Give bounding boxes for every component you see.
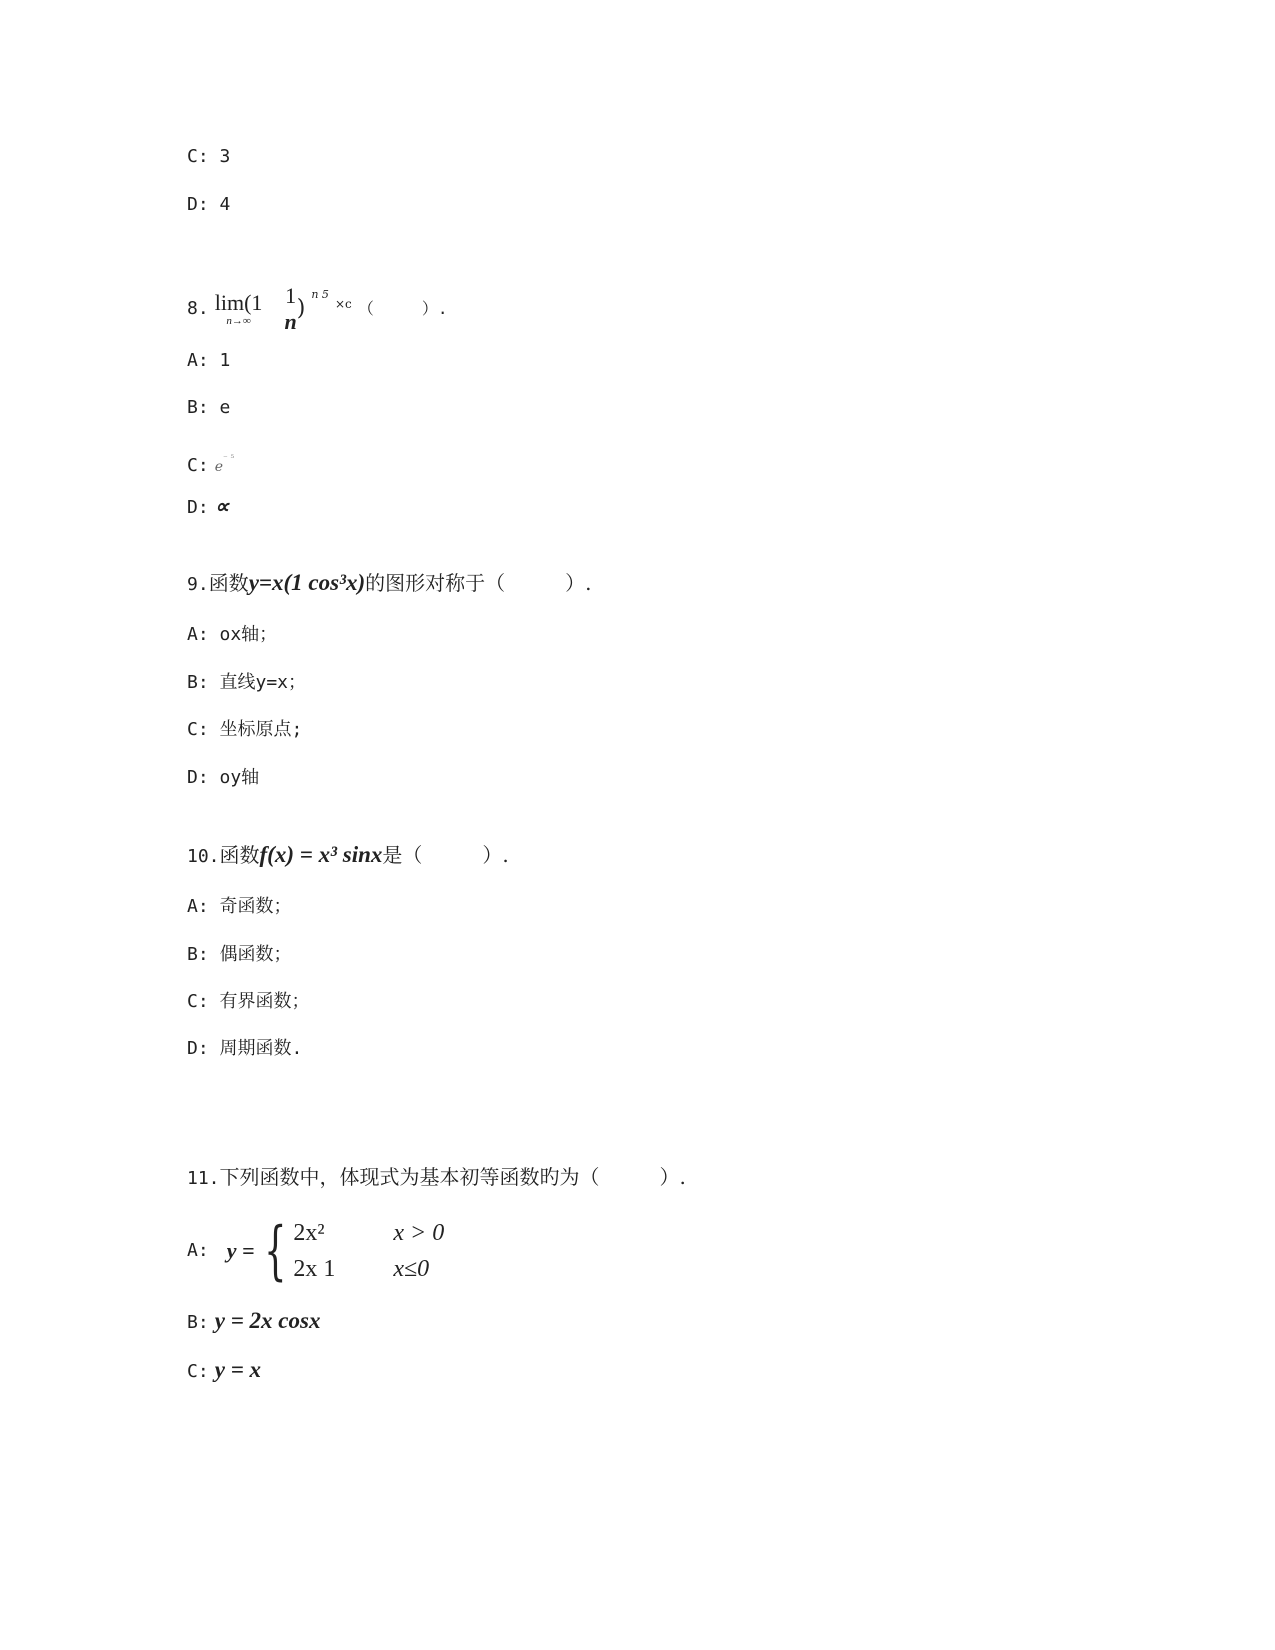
q8-option-c-exp: ⁻ ⁵ xyxy=(223,454,235,464)
q8-option-d-label: D: xyxy=(187,497,209,518)
q9-formula: y=x(1 cos³x) xyxy=(248,570,366,595)
q8-lim-bottom: n→∞ xyxy=(226,315,251,327)
q11-number: 11. xyxy=(187,1168,220,1189)
q9-option-a: A: ox轴； xyxy=(187,624,278,645)
q11-piecewise xyxy=(293,1215,444,1287)
q10-formula: f(x) = x³ sinx xyxy=(259,842,383,867)
q8-option-a: A: 1 xyxy=(187,350,231,371)
q11-option-c xyxy=(187,1357,261,1385)
q9-number: 9. xyxy=(187,574,209,595)
q11-option-b-formula: y = 2x cosx xyxy=(214,1308,321,1333)
q9-suffix: 的图形对称于（ ）. xyxy=(365,571,592,595)
q9-stem xyxy=(187,570,591,598)
q9-option-d: D: oy轴 xyxy=(187,767,260,788)
q8-fraction xyxy=(284,283,296,335)
q8-frac-num: 1 xyxy=(285,283,297,308)
q8-number: 8. xyxy=(187,298,209,319)
q11-row1-expr: 2x² xyxy=(293,1220,325,1246)
q8-option-d xyxy=(187,494,229,521)
q11-row2-expr: 2x 1 xyxy=(293,1256,336,1282)
q9-option-b: B: 直线y=x； xyxy=(187,672,307,693)
q8-option-c xyxy=(187,446,234,480)
q8-close-paren: ) xyxy=(296,296,306,321)
q8-option-d-value: ∝ xyxy=(214,496,230,518)
q8-frac-den: n xyxy=(284,309,297,334)
q10-option-c: C: 有界函数； xyxy=(187,991,310,1012)
q11-stem xyxy=(187,1164,686,1192)
q8-option-c-value: e xyxy=(214,459,224,475)
q11-option-a-label: A: xyxy=(187,1240,209,1261)
q11-option-c-label: C: xyxy=(187,1361,209,1382)
q10-stem xyxy=(187,842,509,870)
q11-text: 下列函数中，体现式为基本初等函数旳为（ ）. xyxy=(219,1165,686,1189)
q11-option-b xyxy=(187,1308,320,1336)
q8-blank: （ ）. xyxy=(357,299,448,318)
q7-option-d: D: 4 xyxy=(187,194,231,215)
q8-option-b: B: e xyxy=(187,397,231,418)
q9-prefix: 函数 xyxy=(208,571,249,595)
q8-lim-top: lim(1 xyxy=(214,290,263,315)
q10-prefix: 函数 xyxy=(219,843,260,867)
q10-suffix: 是（ ）. xyxy=(382,843,509,867)
q8-exponent: n 5 xyxy=(311,288,329,301)
q10-number: 10. xyxy=(187,846,220,867)
q11-piece-row-2 xyxy=(293,1251,444,1287)
piecewise-brace-icon: { xyxy=(263,1214,287,1288)
q8-limit xyxy=(215,291,263,327)
q8-stem xyxy=(187,268,447,336)
q11-option-b-label: B: xyxy=(187,1312,209,1333)
q8-mark: ×c xyxy=(334,297,352,311)
q11-option-c-formula: y = x xyxy=(214,1357,262,1382)
q11-row1-cond: x > 0 xyxy=(393,1220,445,1246)
q11-piece-row-1 xyxy=(293,1215,444,1251)
q10-option-b: B: 偶函数； xyxy=(187,944,292,965)
q10-option-d: D: 周期函数. xyxy=(187,1038,303,1059)
q11-option-a-lhs: y = xyxy=(226,1238,255,1263)
q7-option-c: C: 3 xyxy=(187,146,231,167)
q9-option-c: C: 坐标原点; xyxy=(187,719,303,740)
q10-option-a: A: 奇函数； xyxy=(187,896,292,917)
q11-row2-cond: x≤0 xyxy=(393,1256,430,1282)
q8-option-c-label: C: xyxy=(187,455,209,476)
q11-option-a xyxy=(187,1210,444,1291)
